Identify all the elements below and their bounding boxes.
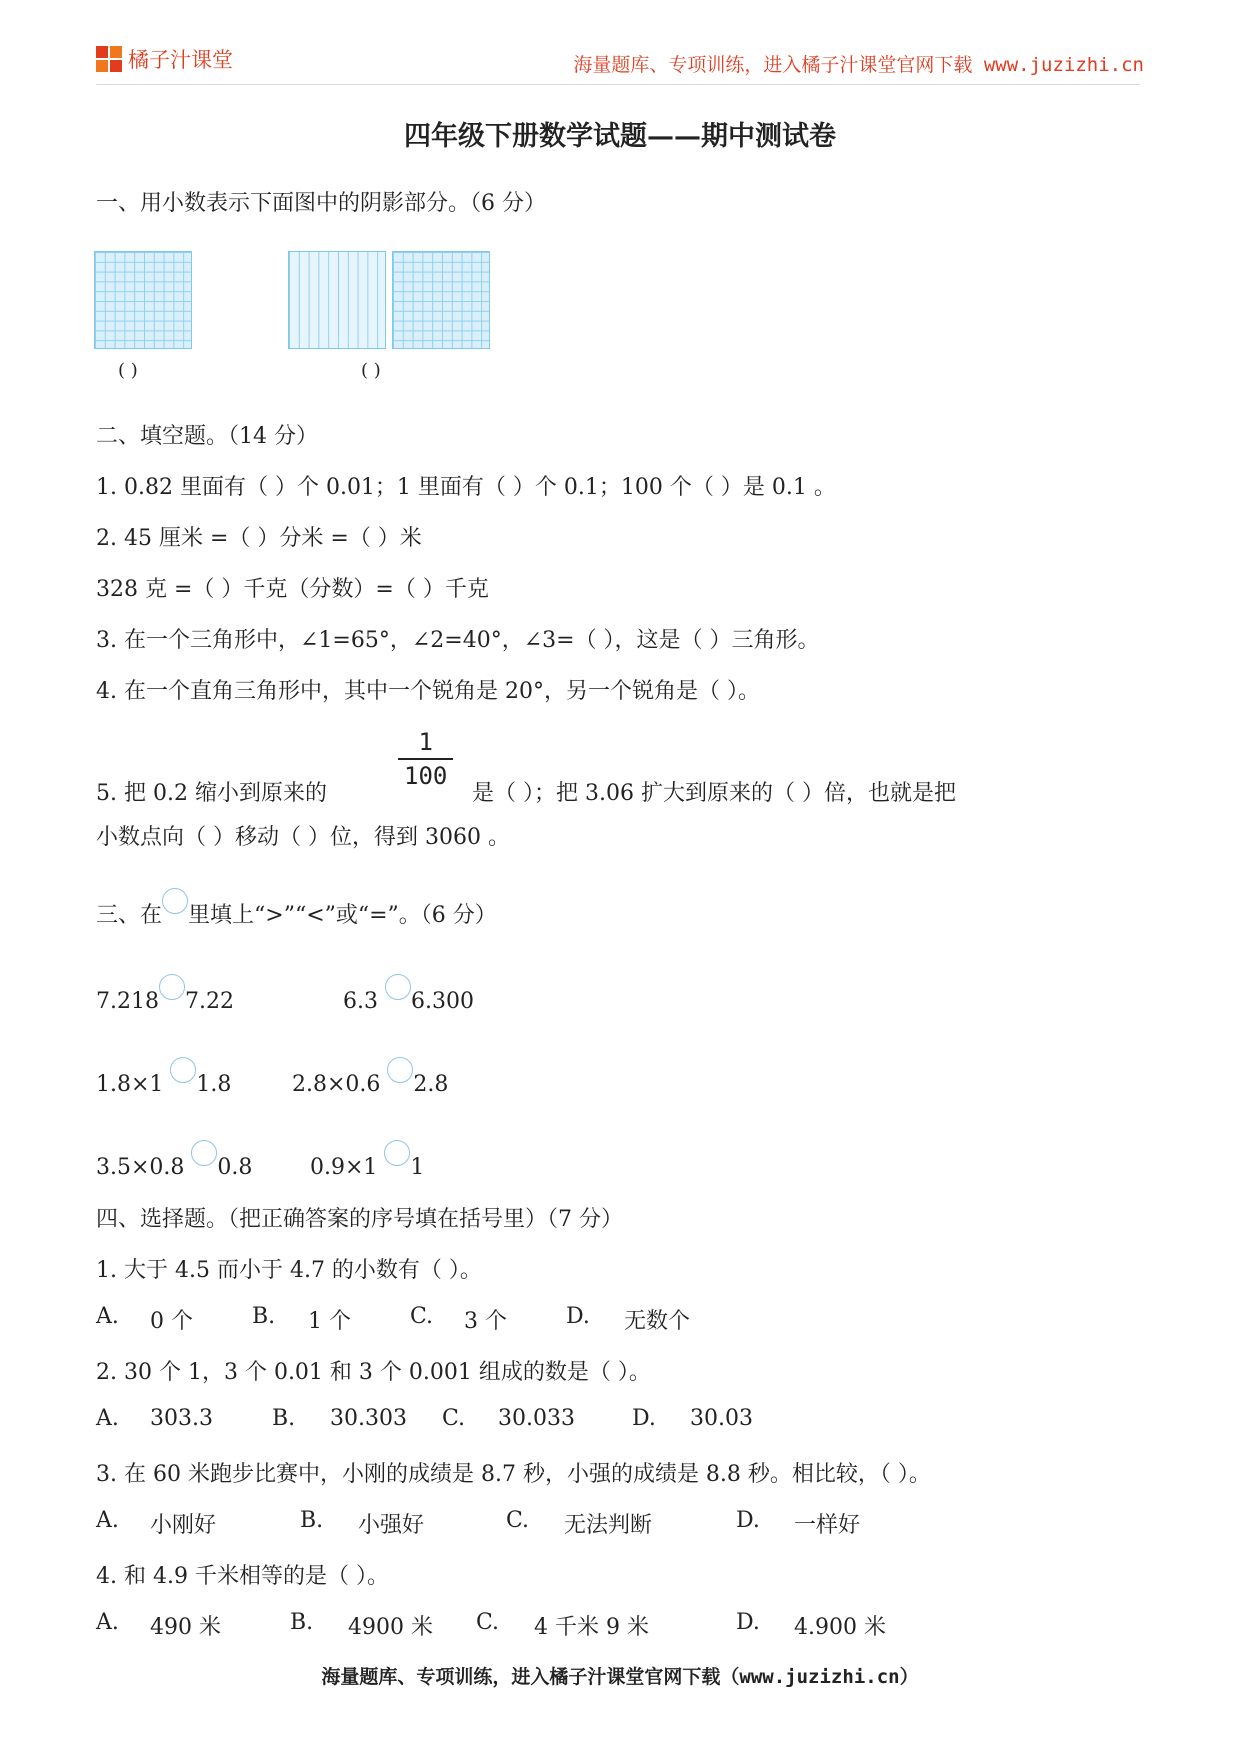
option-letter: B.: [272, 1406, 296, 1431]
compare-left: 7.218: [96, 989, 159, 1014]
fill-question-3: 3. 在一个三角形中，∠1=65°，∠2=40°，∠3=（ ），这是（ ）三角形。: [96, 628, 820, 653]
option-text[interactable]: 30.033: [498, 1406, 575, 1431]
site-logo: [96, 44, 233, 74]
compare-item: [96, 1057, 231, 1097]
option-letter: C.: [476, 1610, 500, 1635]
fraction-bar: [398, 758, 453, 760]
tenths-strips-figure: [288, 251, 386, 349]
option-letter: C.: [410, 1304, 434, 1329]
option-text[interactable]: 无数个: [624, 1309, 691, 1334]
compare-right: 1.8: [196, 1072, 232, 1097]
compare-left: 2.8×0.6: [292, 1072, 381, 1097]
fraction-numerator: 1: [418, 728, 433, 756]
section3-heading: [96, 888, 497, 929]
option-letter: A.: [96, 1508, 119, 1533]
option-text[interactable]: 30.03: [690, 1406, 753, 1431]
option-letter: C.: [442, 1406, 466, 1431]
option-text[interactable]: 1 个: [308, 1309, 351, 1334]
option-text[interactable]: 小刚好: [150, 1513, 217, 1538]
option-text[interactable]: 303.3: [150, 1406, 213, 1431]
option-letter: B.: [252, 1304, 276, 1329]
option-text[interactable]: 3 个: [464, 1309, 507, 1334]
fill-question-5-line2: 小数点向（ ）移动（ ）位，得到 3060 。: [96, 825, 510, 850]
fill-question-5-part1: 5. 把 0.2 缩小到原来的: [96, 781, 327, 806]
choice-options-3: [96, 1508, 1096, 1538]
choice-question-4: 4. 和 4.9 千米相等的是（ ）。: [96, 1564, 389, 1589]
compare-circle[interactable]: [385, 974, 411, 1000]
option-text[interactable]: 4900 米: [348, 1615, 433, 1640]
option-letter: D.: [632, 1406, 656, 1431]
header-divider: [96, 84, 1140, 85]
choice-question-1: 1. 大于 4.5 而小于 4.7 的小数有（ ）。: [96, 1258, 482, 1283]
compare-item: [343, 974, 474, 1014]
choice-options-4: [96, 1610, 1096, 1640]
fill-question-4: 4. 在一个直角三角形中，其中一个锐角是 20°，另一个锐角是（ ）。: [96, 679, 760, 704]
page-title: 四年级下册数学试题——期中测试卷: [404, 121, 836, 152]
option-text[interactable]: 0 个: [150, 1309, 193, 1334]
compare-item: [96, 974, 234, 1014]
compare-circle[interactable]: [191, 1140, 217, 1166]
fill-question-2a: 2. 45 厘米 =（ ）分米 =（ ）米: [96, 526, 422, 551]
option-text[interactable]: 30.303: [330, 1406, 407, 1431]
section4-heading: 四、选择题。（把正确答案的序号填在括号里）（7 分）: [96, 1207, 623, 1232]
compare-left: 0.9×1: [310, 1155, 378, 1180]
logo-icon: [96, 46, 122, 72]
compare-circle[interactable]: [170, 1057, 196, 1083]
circle-icon: [162, 888, 188, 914]
hundred-grid-figure-2: [392, 251, 490, 349]
compare-left: 3.5×0.8: [96, 1155, 185, 1180]
page-footer: 海量题库、专项训练，进入橘子汁课堂官网下载（www.juzizhi.cn）: [321, 1666, 919, 1688]
compare-right: 1: [410, 1155, 425, 1180]
option-text[interactable]: 490 米: [150, 1615, 221, 1640]
section1-heading: 一、用小数表示下面图中的阴影部分。（6 分）: [96, 191, 546, 216]
fill-question-5-part2: 是（ ）；把 3.06 扩大到原来的（ ）倍，也就是把: [472, 781, 956, 806]
choice-question-2: 2. 30 个 1，3 个 0.01 和 3 个 0.001 组成的数是（ ）。: [96, 1360, 651, 1385]
option-text[interactable]: 4 千米 9 米: [534, 1615, 649, 1640]
option-letter: C.: [506, 1508, 530, 1533]
compare-right: 7.22: [184, 989, 234, 1014]
logo-text: 橘子汁课堂: [128, 48, 233, 72]
option-text[interactable]: 4.900 米: [794, 1615, 886, 1640]
option-text[interactable]: 无法判断: [564, 1513, 653, 1538]
option-letter: A.: [96, 1304, 119, 1329]
option-letter: B.: [290, 1610, 314, 1635]
option-letter: D.: [566, 1304, 590, 1329]
header-slogan: 海量题库、专项训练，进入橘子汁课堂官网下载 www.juzizhi.cn: [573, 54, 1144, 76]
fill-question-1: 1. 0.82 里面有（ ）个 0.01；1 里面有（ ）个 0.1；100 个（ ）是 0.1 。: [96, 475, 836, 500]
option-text[interactable]: 一样好: [794, 1513, 861, 1538]
section3-heading-post: 里填上“>”“<”或“=”。（6 分）: [188, 903, 497, 928]
answer-blank-figure-2[interactable]: ( ): [361, 360, 381, 381]
option-letter: D.: [736, 1508, 760, 1533]
compare-right: 6.300: [411, 989, 474, 1014]
compare-circle[interactable]: [159, 974, 185, 1000]
fill-question-2b: 328 克 =（ ）千克（分数）=（ ）千克: [96, 577, 489, 602]
fraction-denominator: 100: [404, 762, 448, 790]
compare-right: 2.8: [413, 1072, 449, 1097]
hundred-grid-figure-1: [94, 251, 192, 349]
section3-heading-pre: 三、在: [96, 903, 163, 928]
compare-item: [96, 1140, 252, 1180]
compare-item: [310, 1140, 424, 1180]
choice-options-1: [96, 1304, 1096, 1334]
compare-left: 1.8×1: [96, 1072, 164, 1097]
option-letter: B.: [300, 1508, 324, 1533]
fraction-one-hundredth: [398, 728, 453, 790]
option-letter: D.: [736, 1610, 760, 1635]
answer-blank-figure-1[interactable]: ( ): [118, 360, 138, 381]
option-letter: A.: [96, 1406, 119, 1431]
compare-circle[interactable]: [387, 1057, 413, 1083]
choice-question-3: 3. 在 60 米跑步比赛中，小刚的成绩是 8.7 秒，小强的成绩是 8.8 秒。相比较，（ ）。: [96, 1462, 931, 1487]
compare-left: 6.3: [343, 989, 378, 1014]
compare-circle[interactable]: [384, 1140, 410, 1166]
compare-right: 0.8: [217, 1155, 253, 1180]
option-text[interactable]: 小强好: [358, 1513, 425, 1538]
choice-options-2: [96, 1406, 1096, 1436]
section2-heading: 二、填空题。（14 分）: [96, 424, 318, 449]
option-letter: A.: [96, 1610, 119, 1635]
compare-item: [292, 1057, 448, 1097]
